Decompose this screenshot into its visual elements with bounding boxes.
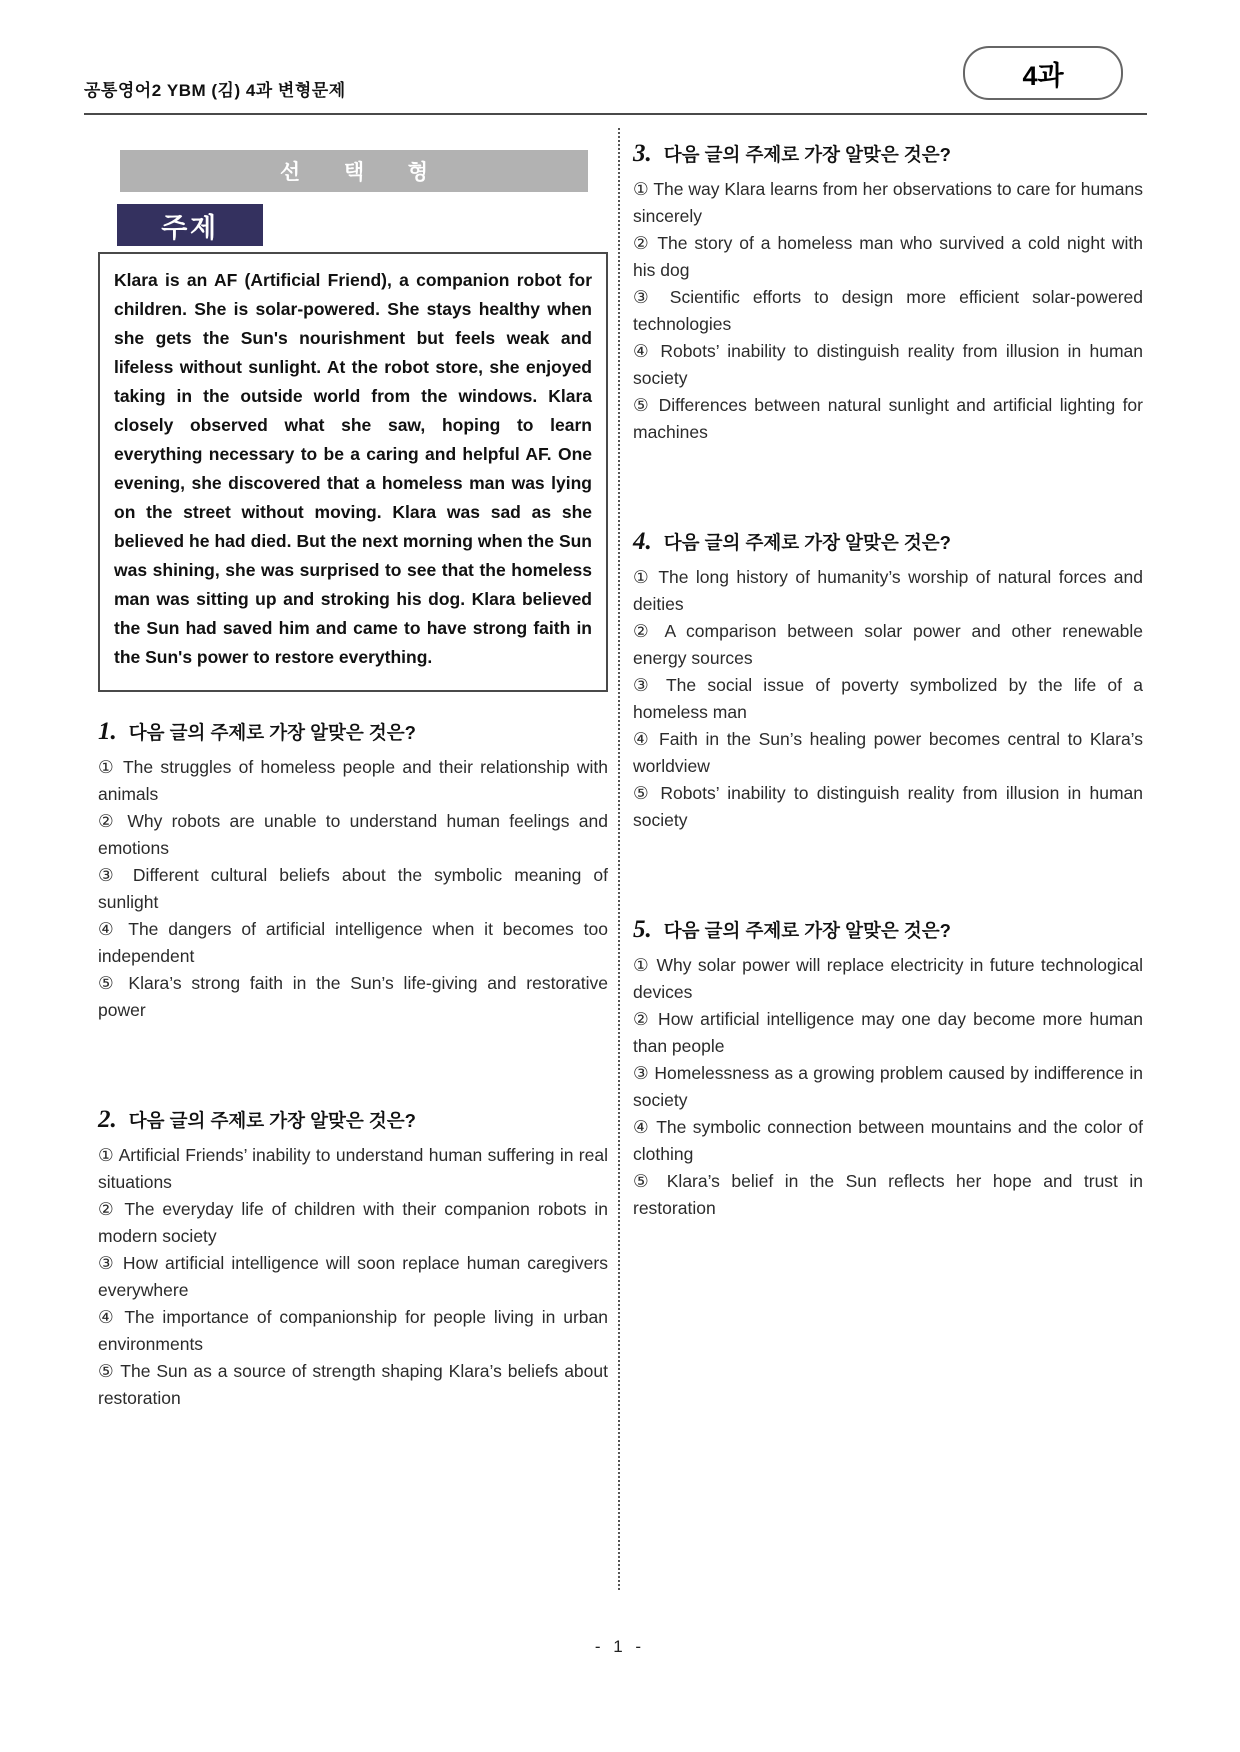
answer-option-2: ② The story of a homeless man who survived a cold night with his dog <box>633 233 1143 280</box>
question-header <box>98 718 608 746</box>
answer-option-2: ② How artificial intelligence may one day become more human than people <box>633 1009 1143 1056</box>
two-column-layout <box>98 128 1143 1590</box>
category-badge: 주제 <box>117 204 263 246</box>
passage-box <box>98 252 608 692</box>
answer-option-2: ② A comparison between solar power and other renewable energy sources <box>633 621 1143 668</box>
question-prompt: 다음 글의 주제로 가장 알맞은 것은? <box>128 1110 416 1131</box>
answer-option-5: ⑤ Klara’s belief in the Sun reflects her hope and trust in restoration <box>633 1171 1143 1218</box>
passage-text: Klara is an AF (Artificial Friend), a companion robot for children. She is solar-powered. She stays healthy when she gets the Sun's nourishment but feels weak and lifeless without sunlight. At the robot store, she enjoyed taking in the outside world from the windows. Klara closely observed what she saw, hoping to learn everything necessary to be a caring and helpful AF. One evening, she discovered that a homeless man was lying on the street without moving. Klara was sad as she believed he had died. But the next morning when the Sun was shining, she was surprised to see that the homeless man was sitting up and stroking his dog. Klara believed the Sun had saved him and came to have strong faith in the Sun's power to restore everything. <box>114 270 592 667</box>
question-block <box>633 140 1143 446</box>
answer-option-5: ⑤ Differences between natural sunlight and artificial lighting for machines <box>633 395 1143 442</box>
section-banner: 선 택 형 <box>120 150 588 192</box>
question-number: 5. <box>633 916 652 943</box>
answer-option-5: ⑤ The Sun as a source of strength shaping Klara’s beliefs about restoration <box>98 1361 608 1408</box>
question-prompt: 다음 글의 주제로 가장 알맞은 것은? <box>663 532 951 553</box>
question-header <box>633 916 1143 944</box>
question-number: 1. <box>98 718 117 745</box>
chapter-badge: 4과 <box>963 46 1123 100</box>
answer-option-2: ② The everyday life of children with their companion robots in modern society <box>98 1199 608 1246</box>
question-block <box>98 718 608 1024</box>
answer-option-4: ④ The dangers of artificial intelligence when it becomes too independent <box>98 919 608 966</box>
page-number: - 1 - <box>594 1637 646 1656</box>
question-block <box>633 916 1143 1222</box>
answer-option-2: ② Why robots are unable to understand human feelings and emotions <box>98 811 608 858</box>
answer-option-3: ③ Homelessness as a growing problem caused by indifference in society <box>633 1063 1143 1110</box>
question-header <box>98 1106 608 1134</box>
answer-option-3: ③ The social issue of poverty symbolized by the life of a homeless man <box>633 675 1143 722</box>
right-column <box>618 128 1143 1590</box>
question-block <box>98 1106 608 1412</box>
answer-option-4: ④ The symbolic connection between mountains and the color of clothing <box>633 1117 1143 1164</box>
question-prompt: 다음 글의 주제로 가장 알맞은 것은? <box>128 722 416 743</box>
answer-option-1: ① Artificial Friends’ inability to understand human suffering in real situations <box>98 1145 608 1192</box>
answer-option-1: ① The struggles of homeless people and their relationship with animals <box>98 757 608 804</box>
answer-option-3: ③ Scientific efforts to design more efficient solar-powered technologies <box>633 287 1143 334</box>
question-block <box>633 528 1143 834</box>
answer-option-5: ⑤ Klara’s strong faith in the Sun’s life-giving and restorative power <box>98 973 608 1020</box>
question-number: 4. <box>633 528 652 555</box>
answer-option-4: ④ Robots’ inability to distinguish reality from illusion in human society <box>633 341 1143 388</box>
answer-option-4: ④ The importance of companionship for people living in urban environments <box>98 1307 608 1354</box>
question-number: 3. <box>633 140 652 167</box>
answer-option-4: ④ Faith in the Sun’s healing power becomes central to Klara’s worldview <box>633 729 1143 776</box>
question-number: 2. <box>98 1106 117 1133</box>
question-header <box>633 528 1143 556</box>
answer-option-3: ③ How artificial intelligence will soon replace human caregivers everywhere <box>98 1253 608 1300</box>
header-divider <box>84 113 1147 115</box>
answer-option-1: ① The way Klara learns from her observations to care for humans sincerely <box>633 179 1143 226</box>
document-title: 공통영어2 YBM (김) 4과 변형문제 <box>84 81 346 100</box>
question-prompt: 다음 글의 주제로 가장 알맞은 것은? <box>663 144 951 165</box>
answer-option-1: ① The long history of humanity’s worship of natural forces and deities <box>633 567 1143 614</box>
answer-option-3: ③ Different cultural beliefs about the symbolic meaning of sunlight <box>98 865 608 912</box>
question-header <box>633 140 1143 168</box>
answer-option-1: ① Why solar power will replace electricity in future technological devices <box>633 955 1143 1002</box>
question-prompt: 다음 글의 주제로 가장 알맞은 것은? <box>663 920 951 941</box>
left-column <box>98 128 608 1590</box>
answer-option-5: ⑤ Robots’ inability to distinguish reality from illusion in human society <box>633 783 1143 830</box>
